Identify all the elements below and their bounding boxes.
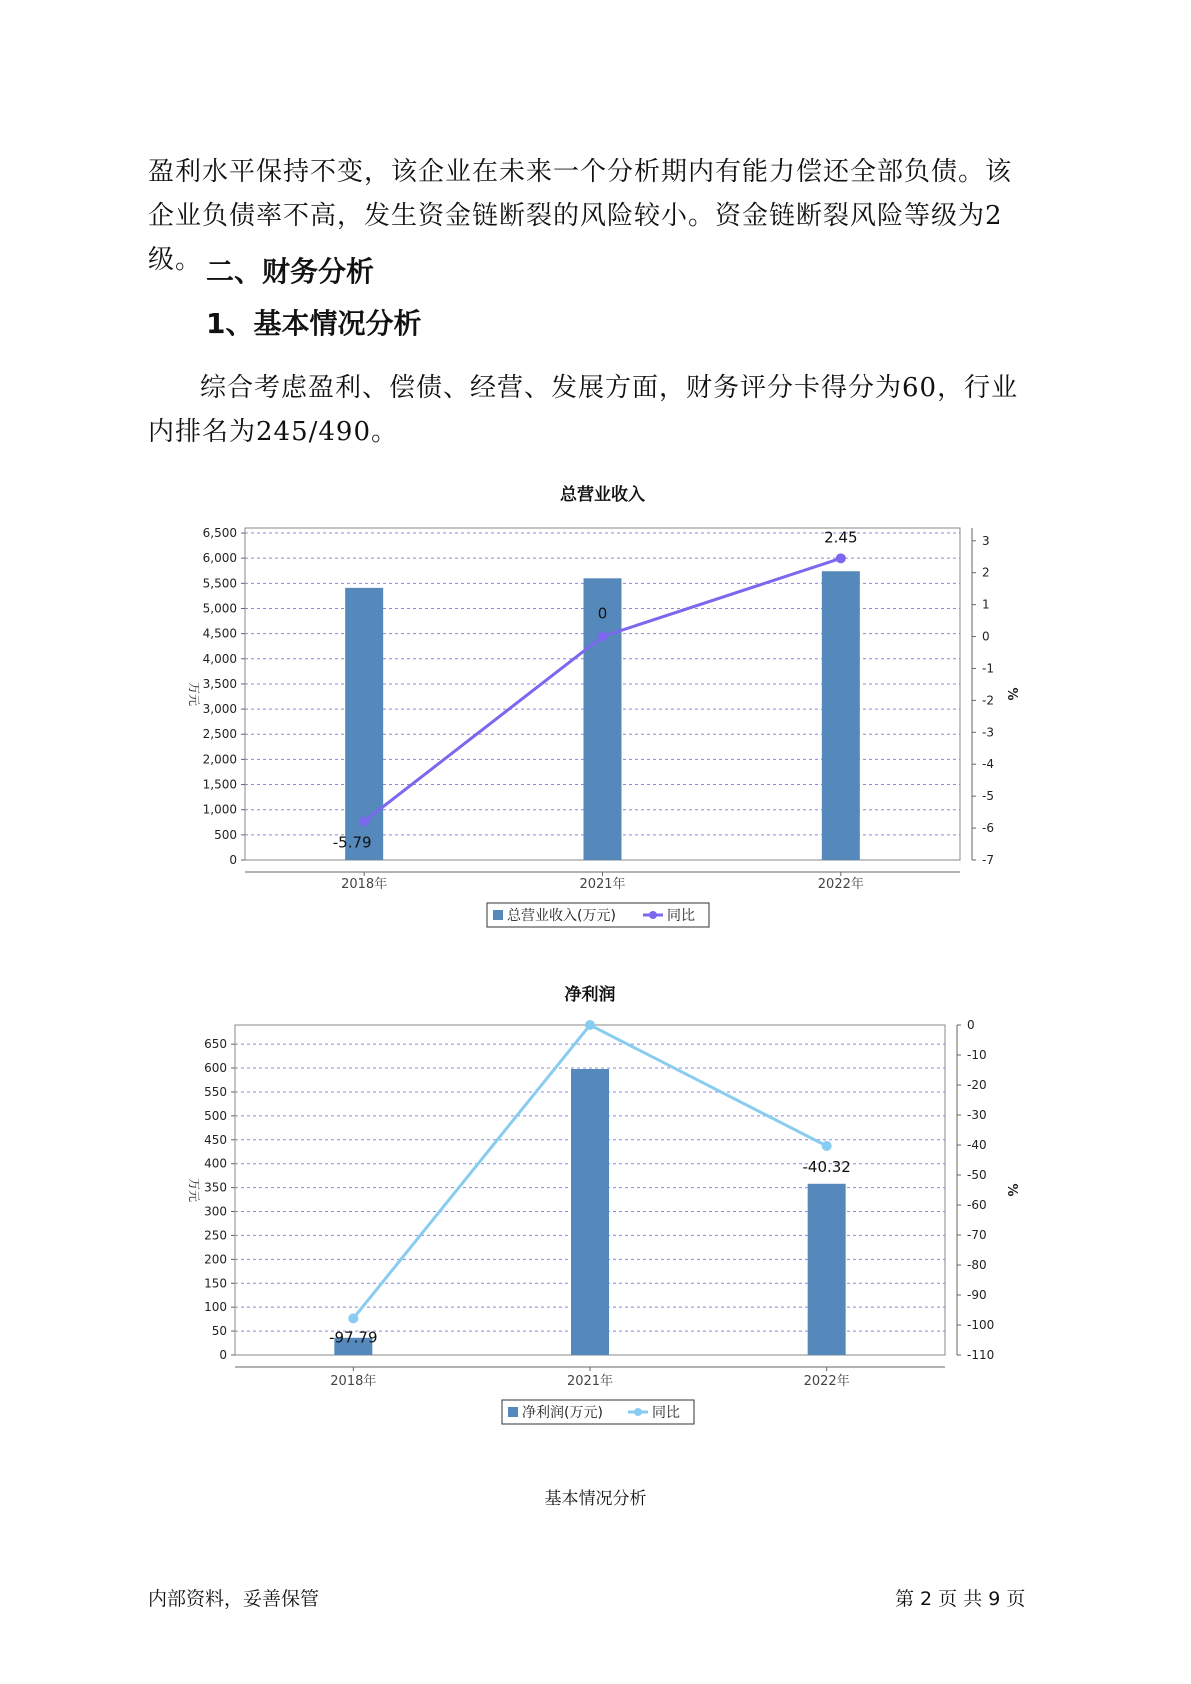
y2-tick-label: 2 <box>982 565 990 580</box>
y2-tick-label: 1 <box>982 597 990 612</box>
x-tick-label: 2022年 <box>817 877 864 892</box>
y-tick-label: 3,000 <box>202 702 237 717</box>
y-tick-label: 550 <box>204 1084 227 1099</box>
net-profit-chart <box>0 970 1191 1440</box>
yoy-point <box>585 1020 595 1030</box>
y2-tick-label: 0 <box>982 629 990 644</box>
bar <box>822 571 860 860</box>
y-tick-label: 1,000 <box>202 802 237 817</box>
data-label: 0 <box>597 604 608 623</box>
y-tick-label: 1,500 <box>202 777 237 792</box>
y2-tick-label: -40 <box>967 1138 987 1152</box>
y-tick-label: 500 <box>204 1108 227 1123</box>
legend-line-label: 同比 <box>667 908 695 924</box>
y2-tick-label: -6 <box>982 821 994 836</box>
yoy-point <box>822 1141 832 1151</box>
y2-tick-label: -2 <box>982 693 994 708</box>
y-tick-label: 2,500 <box>202 727 237 742</box>
yoy-point <box>598 632 608 642</box>
y-axis-label: 万元 <box>187 1177 201 1203</box>
x-tick-label: 2021年 <box>579 877 626 892</box>
bar <box>571 1069 609 1355</box>
data-label: 2.45 <box>824 528 858 547</box>
yoy-point <box>359 816 369 826</box>
y-tick-label: 0 <box>229 853 237 867</box>
paragraph-score-line-2: 内排名为245/490。 <box>148 417 399 447</box>
x-tick-label: 2022年 <box>803 1374 850 1389</box>
footer-left-note: 内部资料，妥善保管 <box>148 1588 320 1610</box>
y-tick-label: 5,000 <box>202 601 237 616</box>
y2-tick-label: -80 <box>967 1258 987 1272</box>
y-tick-label: 200 <box>204 1252 227 1267</box>
legend-line-marker <box>634 1408 642 1416</box>
y-axis-label: 万元 <box>187 681 201 707</box>
revenue-chart <box>0 470 1191 940</box>
y-tick-label: 650 <box>204 1037 227 1052</box>
y2-tick-label: -1 <box>982 661 994 676</box>
paragraph-score-line-1: 综合考虑盈利、偿债、经营、发展方面，财务评分卡得分为60，行业 <box>200 373 1019 403</box>
y-tick-label: 100 <box>204 1300 227 1315</box>
y2-tick-label: -90 <box>967 1288 987 1302</box>
y-tick-label: 600 <box>204 1061 227 1076</box>
y-tick-label: 4,500 <box>202 626 237 641</box>
data-label: -5.79 <box>332 833 372 852</box>
y2-tick-label: -70 <box>967 1228 987 1242</box>
y2-tick-label: 3 <box>982 533 990 548</box>
y-tick-label: 2,000 <box>202 752 237 767</box>
net-profit-chart-svg <box>0 970 1191 1440</box>
legend-bar-label: 总营业收入(万元) <box>507 908 616 924</box>
y-tick-label: 150 <box>204 1276 227 1291</box>
y2-tick-label: -5 <box>982 789 994 804</box>
y2-tick-label: -10 <box>967 1048 987 1062</box>
y2-axis-label: % <box>1004 687 1019 701</box>
paragraph-risk-line-1: 盈利水平保持不变，该企业在未来一个分析期内有能力偿还全部负债。该 <box>148 157 1013 187</box>
y-tick-label: 400 <box>204 1156 227 1171</box>
legend-line-marker <box>649 911 657 919</box>
y2-tick-label: -7 <box>982 853 994 867</box>
y2-tick-label: -110 <box>967 1348 995 1362</box>
section-heading: 二、财务分析 <box>206 255 375 288</box>
y2-tick-label: -30 <box>967 1108 987 1122</box>
y2-tick-label: -60 <box>967 1198 987 1212</box>
figure-caption: 基本情况分析 <box>544 1489 647 1509</box>
bar <box>808 1184 846 1355</box>
legend-bar-label: 净利润(万元) <box>522 1405 603 1421</box>
y2-tick-label: -100 <box>967 1318 995 1332</box>
y-tick-label: 450 <box>204 1132 227 1147</box>
y-tick-label: 0 <box>219 1348 227 1362</box>
y-tick-label: 5,500 <box>202 576 237 591</box>
x-tick-label: 2018年 <box>341 877 388 892</box>
y2-axis-label: % <box>1004 1183 1019 1197</box>
legend-line-label: 同比 <box>652 1405 680 1421</box>
y2-tick-label: -4 <box>982 757 994 772</box>
y-tick-label: 6,500 <box>202 526 237 541</box>
revenue-chart-svg <box>0 470 1191 940</box>
y-tick-label: 6,000 <box>202 551 237 566</box>
y-tick-label: 300 <box>204 1204 227 1219</box>
legend-bar-swatch <box>508 1407 518 1417</box>
subsection-heading: 1、基本情况分析 <box>206 307 422 340</box>
y-tick-label: 3,500 <box>202 676 237 691</box>
y2-tick-label: -3 <box>982 725 994 740</box>
y-tick-label: 350 <box>204 1180 227 1195</box>
chart-title: 总营业收入 <box>560 485 645 505</box>
y-tick-label: 50 <box>211 1324 227 1339</box>
yoy-point <box>348 1313 358 1323</box>
x-tick-label: 2021年 <box>566 1374 614 1389</box>
y2-tick-label: -50 <box>967 1168 987 1182</box>
chart-title: 净利润 <box>564 985 616 1005</box>
y-tick-label: 500 <box>214 827 237 842</box>
y2-tick-label: -20 <box>967 1078 987 1092</box>
x-tick-label: 2018年 <box>330 1374 377 1389</box>
y-tick-label: 250 <box>204 1228 227 1243</box>
y-tick-label: 4,000 <box>202 651 237 666</box>
data-label: -40.32 <box>802 1157 851 1176</box>
legend-bar-swatch <box>493 910 503 920</box>
y2-tick-label: 0 <box>967 1018 975 1032</box>
page-number: 第 2 页 共 9 页 <box>895 1588 1026 1610</box>
yoy-point <box>836 553 846 563</box>
paragraph-risk-line-2: 企业负债率不高，发生资金链断裂的风险较小。资金链断裂风险等级为2级。 <box>148 201 1003 275</box>
data-label: -97.79 <box>329 1328 378 1347</box>
